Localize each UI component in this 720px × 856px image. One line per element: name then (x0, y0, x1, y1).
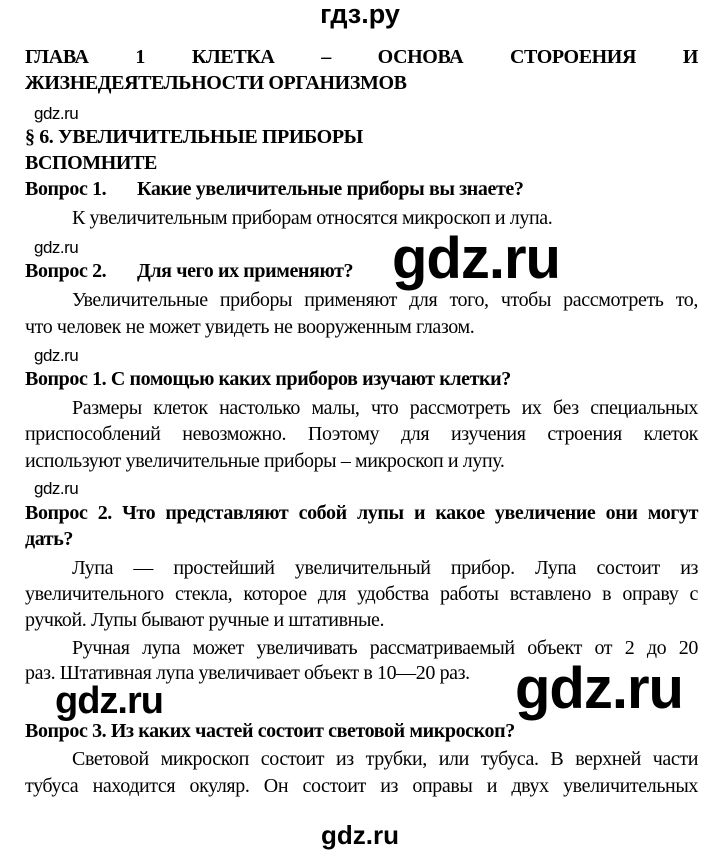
answer-line: увеличительного стекла, которое для удобства работы вставлено в оправу с (25, 583, 698, 605)
watermark-medium: gdz.ru (55, 680, 163, 722)
answer-line: приспособлений невозможно. Поэтому для изучения строения клеток (25, 423, 698, 445)
answer-line: используют увеличительные приборы – микроскоп и лупу. (25, 450, 505, 472)
answer-line: тубуса находится окуляр. Он состоит из оправы и двух увеличительных (25, 775, 698, 797)
site-header: гдз.ру (320, 0, 400, 29)
chapter-title-line-1: ГЛАВА 1 КЛЕТКА – ОСНОВА СТОРОЕНИЯ И (25, 46, 698, 68)
answer-line: Увеличительные приборы применяют для того, чтобы рассмотреть то, (72, 289, 698, 311)
question-label: Вопрос 2. (25, 260, 107, 282)
question-heading: Вопрос 3. Из каких частей состоит световой микроскоп? (25, 720, 515, 742)
question-label: Вопрос 1. (25, 178, 107, 200)
watermark: gdz.ru (34, 238, 79, 257)
section-title: § 6. УВЕЛИЧИТЕЛЬНЫЕ ПРИБОРЫ (25, 126, 363, 148)
question-heading (25, 177, 698, 201)
question-text: Какие увеличительные приборы вы знаете? (137, 178, 524, 200)
answer-line: Лупа — простейший увеличительный прибор. Лупа состоит из (72, 557, 698, 579)
watermark: gdz.ru (34, 479, 79, 498)
watermark-large: gdz.ru (515, 656, 683, 721)
question-heading: Вопрос 1. С помощью каких приборов изучают клетки? (25, 368, 511, 390)
question-heading: дать? (25, 528, 74, 550)
answer-line: К увеличительным приборам относятся микроскоп и лупа. (72, 207, 553, 229)
answer-line: Световой микроскоп состоит из трубки, или тубуса. В верхней части (72, 748, 698, 770)
question-heading (25, 259, 353, 283)
question-heading: Вопрос 2. Что представляют собой лупы и какое увеличение они могут (25, 502, 698, 524)
watermark-footer: gdz.ru (321, 820, 399, 850)
answer-line: что человек не может увидеть не вооруженным глазом. (25, 316, 475, 338)
watermark: gdz.ru (34, 346, 79, 365)
answer-line: Размеры клеток настолько малы, что рассмотреть их без специальных (72, 397, 698, 419)
answer-line: ручкой. Лупы бывают ручные и штативные. (25, 609, 385, 631)
question-text: Для чего их применяют? (137, 260, 354, 282)
answer-line: Ручная лупа может увеличивать рассматриваемый объект от 2 до 20 (72, 637, 698, 659)
subsection-title: ВСПОМНИТЕ (25, 152, 157, 174)
chapter-title-line-2: ЖИЗНЕДЕЯТЕЛЬНОСТИ ОРГАНИЗМОВ (25, 72, 407, 94)
answer-line: раз. Штативная лупа увеличивает объект в 10—20 раз. (25, 662, 470, 684)
watermark: gdz.ru (34, 104, 79, 123)
watermark-large: gdz.ru (392, 226, 560, 291)
